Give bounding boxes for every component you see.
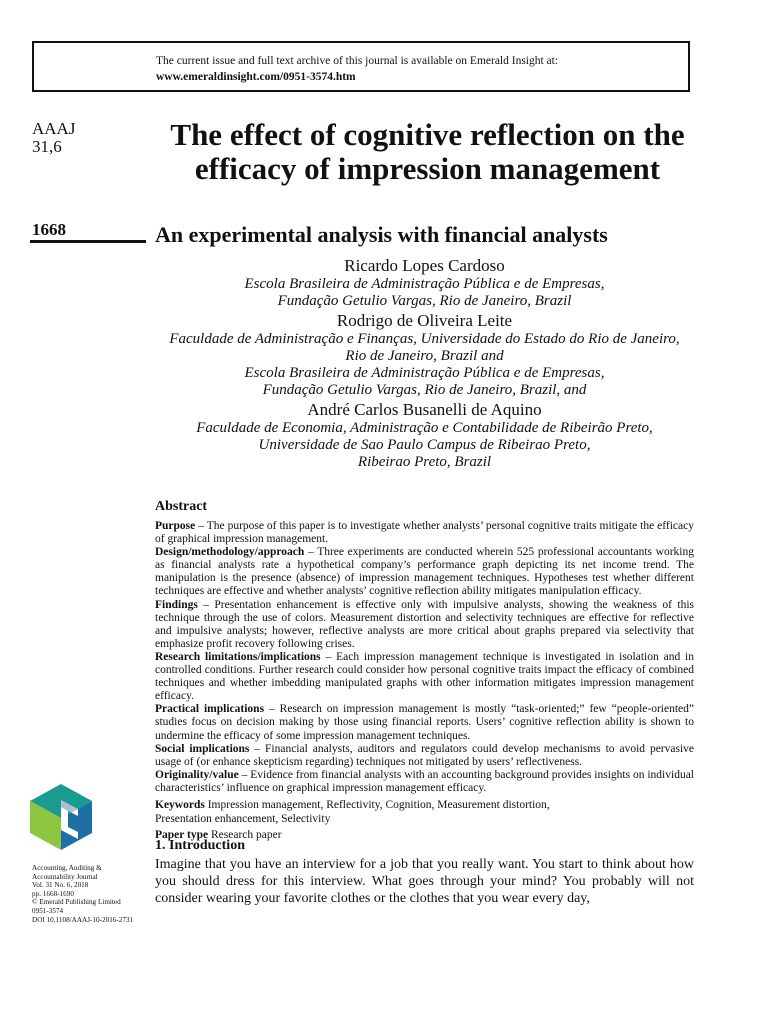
author-name: André Carlos Busanelli de Aquino (307, 400, 542, 419)
keywords-label: Keywords (155, 798, 205, 811)
abstract-heading: Abstract (155, 499, 208, 514)
journal-code (32, 120, 75, 156)
emerald-publishing-logo-icon (28, 782, 94, 852)
imprint-line: pp. 1668-1690 (32, 889, 74, 898)
introduction-section (155, 838, 694, 907)
abstract-section-social (155, 743, 694, 769)
page-number-rule (30, 240, 146, 243)
archive-notice-box (32, 41, 690, 92)
author-name: Rodrigo de Oliveira Leite (336, 311, 513, 330)
section-label: Purpose (155, 520, 196, 532)
keywords (155, 798, 694, 826)
journal-volume-issue: 31,6 (32, 137, 62, 156)
paper-subtitle: An experimental analysis with financial analysts (155, 222, 608, 247)
imprint-line: 0951-3574 (32, 906, 64, 915)
author-affiliation-line: Ribeirao Preto, Brazil (357, 454, 492, 470)
imprint-line: Vol. 31 No. 6, 2018 (32, 881, 89, 890)
section-text: – The purpose of this paper is to investigate whether analysts’ personal cognitive traits mitigate the efficacy of graphical impression management. (155, 520, 694, 546)
section-label: Design/methodology/approach (155, 546, 305, 559)
imprint-line: Accountability Journal (32, 872, 98, 881)
abstract-section-design (155, 546, 694, 598)
journal-imprint (32, 864, 152, 924)
section-label: Research limitations/implications (155, 650, 321, 663)
abstract (155, 499, 694, 842)
author-affiliation-line: Faculdade de Economia, Administração e Contabilidade de Ribeirão Preto, (196, 420, 653, 436)
imprint-line: DOI 10.1108/AAAJ-10-2016-2731 (32, 915, 134, 924)
section-text: – Each impression management technique is investigated in isolation and in controlled conditions. Further research could consider how personal cognitive traits impact the efficacy of combined techniques and whether imbedding manipulated graphs with other information mitigates impression management efficacy. (155, 650, 694, 703)
paper-title: The effect of cognitive reflection on the efficacy of impression management (170, 117, 685, 186)
abstract-section-limitations (155, 651, 694, 703)
keywords-text-line2: Presentation enhancement, Selectivity (155, 812, 331, 825)
author-affiliation-line: Rio de Janeiro, Brazil and (345, 348, 504, 364)
author-affiliation-line: Escola Brasileira de Administração Pública e de Empresas, (244, 276, 605, 292)
introduction-paragraph: Imagine that you have an interview for a job that you really want. You start to think about how you should dress for this interview. What goes through your mind? You probably will not consider wearing your favorite clothes or the clothes that you wear every day, (155, 857, 694, 906)
paper-type-value: Research paper (208, 828, 282, 841)
section-label: Originality/value (155, 768, 239, 781)
author-block (152, 399, 697, 471)
abstract-section-originality (155, 769, 694, 795)
section-label: Practical implications (155, 703, 265, 716)
introduction-heading: 1. Introduction (155, 838, 245, 853)
archive-notice-text: The current issue and full text archive of this journal is available on Emerald Insight at: (156, 55, 559, 67)
section-text: – Research on impression management is mostly “task-oriented;” few “people-oriented” studies focus on decision making by those using financial reports. Users’ cognitive reflection ability is shown to undermine the efficacy of some impression management techniques. (155, 703, 695, 742)
journal-abbr: AAAJ (32, 119, 76, 138)
imprint-line: Accounting, Auditing & (32, 864, 102, 872)
abstract-section-practical (155, 703, 694, 742)
section-text: – Presentation enhancement is effective only with impulsive analysts, showing the weakness of this technique through the use of colors. Measurement distortion and selectivity techniques are effective for reflective and impulsive analysts; however, reflective analysts are more critical about graphs prepared via selectivity that emphasize profit recovery following crises. (155, 598, 694, 650)
page-number: 1668 (32, 220, 66, 239)
author-list (152, 255, 697, 471)
author-block (152, 255, 697, 310)
keywords-text: Impression management, Reflectivity, Cognition, Measurement distortion, (204, 798, 550, 811)
section-label: Findings (155, 598, 198, 611)
author-affiliation-line: Faculdade de Administração e Finanças, Universidade do Estado do Rio de Janeiro, (169, 331, 680, 347)
section-text: – Evidence from financial analysts with an accounting background provides insights on individual characteristics’ influence on graphical impression management efficacy. (155, 768, 694, 794)
author-block (152, 310, 697, 399)
paper-type-label: Paper type (155, 828, 209, 841)
author-affiliation-line: Universidade de Sao Paulo Campus de Ribeirao Preto, (258, 437, 591, 453)
author-affiliation-line: Fundação Getulio Vargas, Rio de Janeiro, Brazil, and (262, 382, 587, 398)
section-text: – Financial analysts, auditors and regulators could develop mechanisms to avoid pervasive usage of (or enhance skepticism regarding) techniques not mitigated by users’ reflectiveness. (155, 742, 695, 768)
section-label: Social implications (155, 742, 250, 755)
section-text: – Three experiments are conducted wherein 525 professional accountants working as financial analysts rate a hypothetical company’s performance graph depicting its net income trend. The manipulation is the presence (absence) of impression management techniques. Hypotheses test whether different techniques are effective and whether analysts’ cognitive reflection ability mitigates manipulation efficacy. (155, 546, 694, 598)
author-affiliation-line: Fundação Getulio Vargas, Rio de Janeiro, Brazil (277, 293, 572, 309)
imprint-line: © Emerald Publishing Limited (32, 898, 121, 907)
abstract-section-findings (155, 599, 694, 651)
archive-notice-url[interactable]: www.emeraldinsight.com/0951-3574.htm (156, 71, 356, 83)
author-name: Ricardo Lopes Cardoso (344, 256, 505, 275)
author-affiliation-line: Escola Brasileira de Administração Pública e de Empresas, (244, 365, 605, 381)
abstract-section-purpose (155, 520, 694, 546)
